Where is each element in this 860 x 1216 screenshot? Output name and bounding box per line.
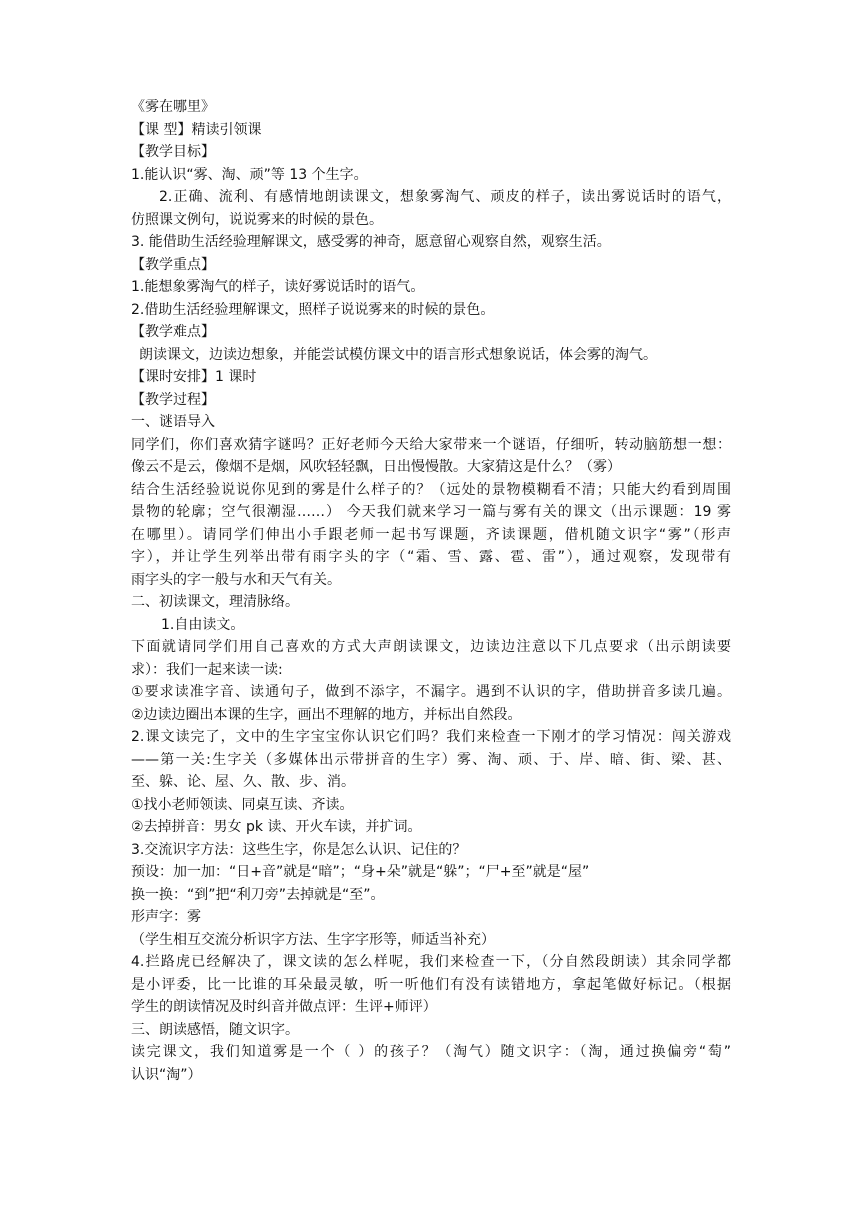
- text-line: 3.交流识字方法：这些生字，你是怎么认识、记住的？: [131, 841, 467, 858]
- text-line: 认识“淘”）: [131, 1066, 202, 1083]
- text-line: ①要求读准字音、读通句子，做到不添字，不漏字。遇到不认识的字，借助拼音多读几遍。: [131, 684, 731, 700]
- text-line: 形声字：雾: [131, 909, 201, 925]
- text-line: 至、躲、论、屋、久、散、步、消。: [131, 774, 355, 790]
- text-line: 【教学目标】: [131, 144, 215, 160]
- text-line: 4.拦路虎已经解决了，课文读的怎么样呢，我们来检查一下，（分自然段朗读）其余同学都: [131, 954, 731, 970]
- text-line: 景物的轮廓；空气很潮湿……） 今天我们就来学习一篇与雾有关的课文（出示课题：19 雾: [131, 504, 731, 520]
- text-line: 2.正确、流利、有感情地朗读课文，想象雾淘气、顽皮的样子，读出雾说话时的语气，: [159, 189, 731, 205]
- text-line: 2.课文读完了，文中的生字宝宝你认识它们吗？我们来检查一下刚才的学习情况：闯关游戏: [131, 729, 731, 745]
- text-line: 换一换：“到”把“利刀旁”去掉就是“至”。: [131, 886, 385, 903]
- text-line: 雨字头的字一般与水和天气有关。: [131, 571, 341, 588]
- text-line: 【教学难点】: [131, 324, 215, 340]
- text-line: 《雾在哪里》: [131, 99, 215, 115]
- text-line: 【课时安排】1 课时: [131, 369, 257, 385]
- text-line: 同学们，你们喜欢猜字谜吗？正好老师今天给大家带来一个谜语，仔细听，转动脑筋想一想：: [131, 436, 731, 453]
- text-line: ②去掉拼音：男女 pk 读、开火车读，并扩词。: [131, 819, 422, 835]
- text-line: 【教学重点】: [131, 256, 215, 273]
- text-line: ②边读边圈出本课的生字，画出不理解的地方，并标出自然段。: [131, 706, 522, 723]
- text-line: 在哪里）。请同学们伸出小手跟老师一起书写课题，齐读课题，借机随文识字“雾”（形声: [131, 526, 731, 543]
- text-line: 一、谜语导入: [131, 414, 215, 430]
- text-line: 下面就请同学们用自己喜欢的方式大声朗读课文，边读边注意以下几点要求（出示朗读要: [131, 639, 731, 655]
- text-line: 【课 型】精读引领课: [131, 121, 262, 138]
- text-line: 3. 能借助生活经验理解课文，感受雾的神奇，愿意留心观察自然，观察生活。: [131, 234, 611, 250]
- text-line: 像云不是云，像烟不是烟，风吹轻轻飘，日出慢慢散。大家猜这是什么？（雾）: [131, 459, 621, 475]
- text-line: 读完课文，我们知道雾是一个（ ）的孩子？（淘气）随文识字：（淘，通过换偏旁“萄”: [131, 1044, 731, 1060]
- text-line: 朗读课文，边读边想象，并能尝试模仿课文中的语言形式想象说话，体会雾的淘气。: [139, 346, 657, 363]
- text-line: 求）：我们一起来读一读:: [131, 661, 283, 678]
- text-line: 三、朗读感悟，随文识字。: [131, 1021, 299, 1038]
- text-line: 1.能认识“雾、淘、顽”等 13 个生字。: [131, 166, 368, 183]
- text-line: 【教学过程】: [131, 391, 215, 408]
- text-line: 字），并让学生列举出带有雨字头的字（“霜、雪、露、雹、雷”），通过观察，发现带有: [131, 549, 731, 565]
- text-line: 1.自由读文。: [161, 616, 245, 633]
- text-line: 是小评委，比一比谁的耳朵最灵敏，听一听他们有没有读错地方，拿起笔做好标记。（根据: [131, 976, 731, 993]
- text-line: 仿照课文例句，说说雾来的时候的景色。: [131, 211, 383, 228]
- text-line: 预设：加一加：“日+音”就是“暗”；“身+朵”就是“躲”；“尸+至”就是“屋”: [131, 864, 590, 880]
- text-line: ①找小老师领读、同桌互读、齐读。: [131, 796, 354, 813]
- text-line: ——第一关:生字关（多媒体出示带拼音的生字）雾、淘、顽、于、岸、暗、街、梁、甚、: [131, 751, 731, 768]
- text-line: 1.能想象雾淘气的样子，读好雾说话时的语气。: [131, 279, 425, 295]
- document-page: [131, 96, 731, 1086]
- text-line: 学生的朗读情况及时纠音并做点评：生评+师评）: [131, 999, 437, 1015]
- text-line: 二、初读课文，理清脉络。: [131, 594, 299, 610]
- text-line: 结合生活经验说说你见到的雾是什么样子的？（远处的景物模糊看不清；只能大约看到周围: [131, 481, 731, 498]
- text-line: （学生相互交流分析识字方法、生字字形等，师适当补充）: [131, 931, 495, 948]
- text-line: 2.借助生活经验理解课文，照样子说说雾来的时候的景色。: [131, 301, 495, 318]
